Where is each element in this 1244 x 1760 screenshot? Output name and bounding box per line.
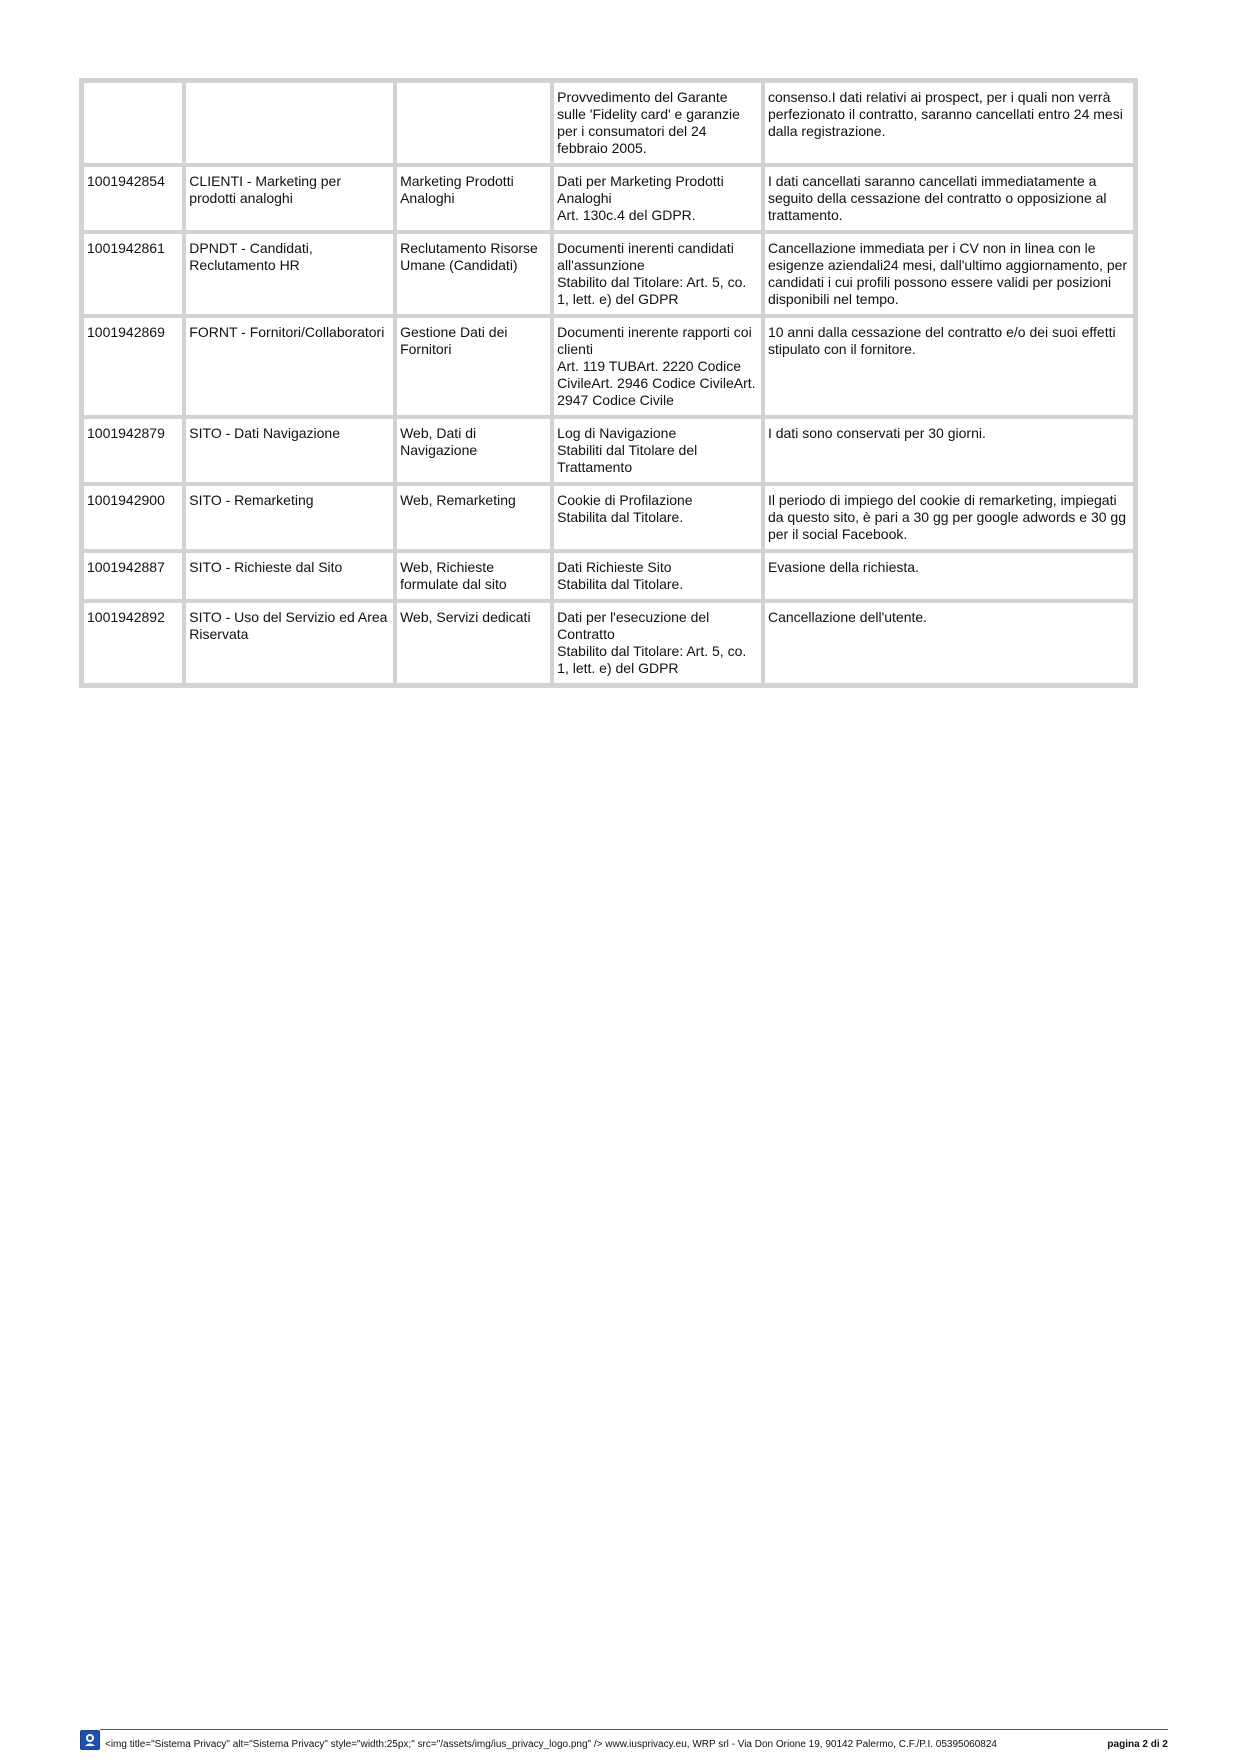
retention-cell: I dati sono conservati per 30 giorni. bbox=[763, 417, 1135, 484]
record-id-cell: 1001942900 bbox=[82, 484, 184, 551]
legal-basis-cell: Documenti inerenti candidati all'assunzione Stabilito dal Titolare: Art. 5, co. 1, lett. e) del GDPR bbox=[552, 232, 763, 316]
privacy-register-table bbox=[79, 78, 1138, 688]
table-row bbox=[82, 484, 1135, 551]
record-id-cell: 1001942861 bbox=[82, 232, 184, 316]
purpose-cell: Web, Dati di Navigazione bbox=[395, 417, 552, 484]
footer-company-text: <img title="Sistema Privacy" alt="Sistema Privacy" style="width:25px;" src="/assets/img/ius_privacy_logo.png" /> www.iusprivacy.eu, WRP srl - Via Don Orione 19, 90142 Palermo, C.F./P.I. 05395060824 bbox=[105, 1739, 997, 1750]
data-category-cell bbox=[184, 81, 395, 165]
purpose-cell: Web, Servizi dedicati bbox=[395, 601, 552, 685]
retention-cell: consenso.I dati relativi ai prospect, per i quali non verrà perfezionato il contratto, saranno cancellati entro 24 mesi dalla registrazione. bbox=[763, 81, 1135, 165]
table-row bbox=[82, 551, 1135, 601]
purpose-cell: Reclutamento Risorse Umane (Candidati) bbox=[395, 232, 552, 316]
retention-cell: I dati cancellati saranno cancellati immediatamente a seguito della cessazione del contratto o opposizione al trattamento. bbox=[763, 165, 1135, 232]
table-row bbox=[82, 81, 1135, 165]
retention-cell: Evasione della richiesta. bbox=[763, 551, 1135, 601]
table-row bbox=[82, 165, 1135, 232]
record-id-cell bbox=[82, 81, 184, 165]
page-number: pagina 2 di 2 bbox=[1107, 1739, 1168, 1750]
record-id-cell: 1001942892 bbox=[82, 601, 184, 685]
page-footer bbox=[80, 1729, 1168, 1759]
privacy-logo-icon bbox=[80, 1730, 100, 1750]
purpose-cell: Web, Remarketing bbox=[395, 484, 552, 551]
legal-basis-cell: Dati per l'esecuzione del Contratto Stabilito dal Titolare: Art. 5, co. 1, lett. e) del GDPR bbox=[552, 601, 763, 685]
data-category-cell: SITO - Dati Navigazione bbox=[184, 417, 395, 484]
table-row bbox=[82, 232, 1135, 316]
record-id-cell: 1001942854 bbox=[82, 165, 184, 232]
retention-cell: Cancellazione dell'utente. bbox=[763, 601, 1135, 685]
data-category-cell: SITO - Uso del Servizio ed Area Riservata bbox=[184, 601, 395, 685]
legal-basis-cell: Log di Navigazione Stabiliti dal Titolare del Trattamento bbox=[552, 417, 763, 484]
record-id-cell: 1001942887 bbox=[82, 551, 184, 601]
retention-cell: 10 anni dalla cessazione del contratto e/o dei suoi effetti stipulato con il fornitore. bbox=[763, 316, 1135, 417]
legal-basis-cell: Dati per Marketing Prodotti Analoghi Art. 130c.4 del GDPR. bbox=[552, 165, 763, 232]
purpose-cell: Gestione Dati dei Fornitori bbox=[395, 316, 552, 417]
footer-divider bbox=[100, 1729, 1168, 1730]
record-id-cell: 1001942879 bbox=[82, 417, 184, 484]
legal-basis-cell: Dati Richieste Sito Stabilita dal Titolare. bbox=[552, 551, 763, 601]
purpose-cell: Web, Richieste formulate dal sito bbox=[395, 551, 552, 601]
data-category-cell: SITO - Remarketing bbox=[184, 484, 395, 551]
legal-basis-cell: Cookie di Profilazione Stabilita dal Titolare. bbox=[552, 484, 763, 551]
table-row bbox=[82, 417, 1135, 484]
purpose-cell: Marketing Prodotti Analoghi bbox=[395, 165, 552, 232]
data-category-cell: FORNT - Fornitori/Collaboratori bbox=[184, 316, 395, 417]
table-row bbox=[82, 601, 1135, 685]
table-row bbox=[82, 316, 1135, 417]
legal-basis-cell: Documenti inerente rapporti coi clienti Art. 119 TUBArt. 2220 Codice CivileArt. 2946 Codice CivileArt. 2947 Codice Civile bbox=[552, 316, 763, 417]
retention-cell: Cancellazione immediata per i CV non in linea con le esigenze aziendali24 mesi, dall'ultimo aggiornamento, per candidati i cui profili possono essere validi per posizioni disponibili nel tempo. bbox=[763, 232, 1135, 316]
data-category-cell: DPNDT - Candidati, Reclutamento HR bbox=[184, 232, 395, 316]
data-category-cell: CLIENTI - Marketing per prodotti analoghi bbox=[184, 165, 395, 232]
purpose-cell bbox=[395, 81, 552, 165]
record-id-cell: 1001942869 bbox=[82, 316, 184, 417]
legal-basis-cell: Provvedimento del Garante sulle 'Fidelity card' e garanzie per i consumatori del 24 febbraio 2005. bbox=[552, 81, 763, 165]
retention-cell: Il periodo di impiego del cookie di remarketing, impiegati da questo sito, è pari a 30 gg per google adwords e 30 gg per il social Facebook. bbox=[763, 484, 1135, 551]
data-category-cell: SITO - Richieste dal Sito bbox=[184, 551, 395, 601]
